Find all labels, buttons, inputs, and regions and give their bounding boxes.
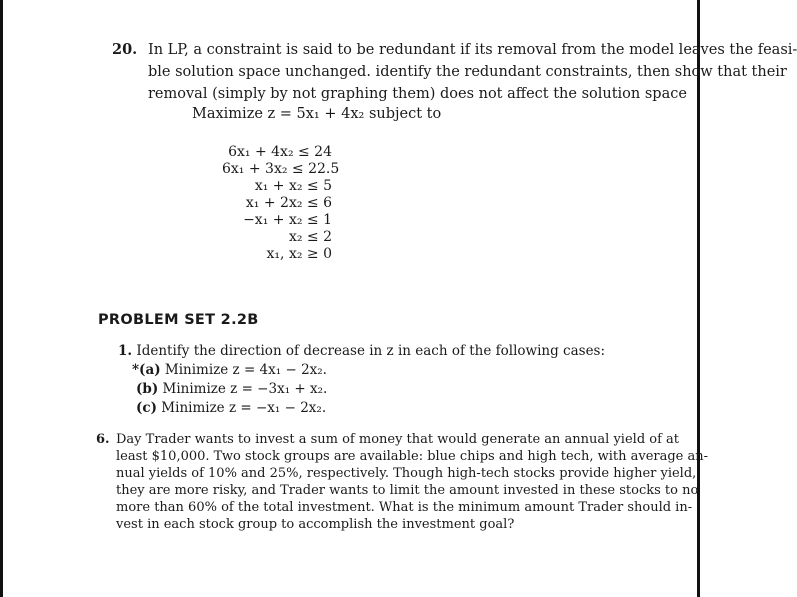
constraint-row: x₁ + 2x₂ ≤ 6 [245, 195, 332, 211]
item-label: (c) [136, 400, 157, 416]
question-6-line: vest in each stock group to accomplish the investment goal? [116, 517, 515, 532]
problem-20-line: removal (simply by not graphing them) does not affect the solution space [148, 86, 687, 102]
item-label: *(a) [132, 362, 161, 378]
constraint-list [222, 144, 340, 263]
item-text: Minimize z = −x₁ − 2x₂. [161, 400, 327, 416]
problem-20-line: In LP, a constraint is said to be redundant if its removal from the model leaves the feasi- [148, 42, 797, 58]
constraint-row: x₂ ≤ 2 [288, 229, 332, 245]
constraint-row: 6x₁ + 4x₂ ≤ 24 [228, 144, 332, 160]
question-1 [118, 343, 605, 359]
question-6-line: Day Trader wants to invest a sum of money that would generate an annual yield of at [116, 432, 680, 447]
problem-set-title: PROBLEM SET 2.2B [98, 312, 259, 328]
objective-function: Maximize z = 5x₁ + 4x₂ subject to [192, 106, 442, 122]
left-border [0, 0, 3, 597]
problem-20-line: ble solution space unchanged. identify the redundant constraints, then show that their [148, 64, 787, 80]
constraint-row: x₁ + x₂ ≤ 5 [254, 178, 332, 194]
question-1-text: Identify the direction of decrease in z in each of the following cases: [136, 343, 606, 359]
question-6-line: they are more risky, and Trader wants to limit the amount invested in these stocks to no [116, 483, 699, 498]
item-text: Minimize z = −3x₁ + x₂. [162, 381, 328, 397]
question-6-line: nual yields of 10% and 25%, respectively. Though high-tech stocks provide higher yield, [116, 466, 697, 481]
problem-20-number: 20. [112, 41, 138, 58]
right-border [697, 0, 700, 597]
question-1-item-c [136, 400, 326, 416]
item-text: Minimize z = 4x₁ − 2x₂. [164, 362, 327, 378]
question-1-number: 1. [118, 343, 133, 359]
item-label: (b) [136, 381, 159, 397]
question-6-line: more than 60% of the total investment. What is the minimum amount Trader should in- [116, 500, 693, 515]
question-1-item-b [136, 381, 327, 397]
question-6-number: 6. [96, 432, 110, 447]
constraint-row: x₁, x₂ ≥ 0 [266, 246, 332, 262]
constraint-row: 6x₁ + 3x₂ ≤ 22.5 [222, 161, 340, 177]
constraint-row: −x₁ + x₂ ≤ 1 [243, 212, 332, 228]
question-6-line: least $10,000. Two stock groups are available: blue chips and high tech, with average an- [116, 449, 709, 464]
question-1-item-a [132, 362, 327, 378]
